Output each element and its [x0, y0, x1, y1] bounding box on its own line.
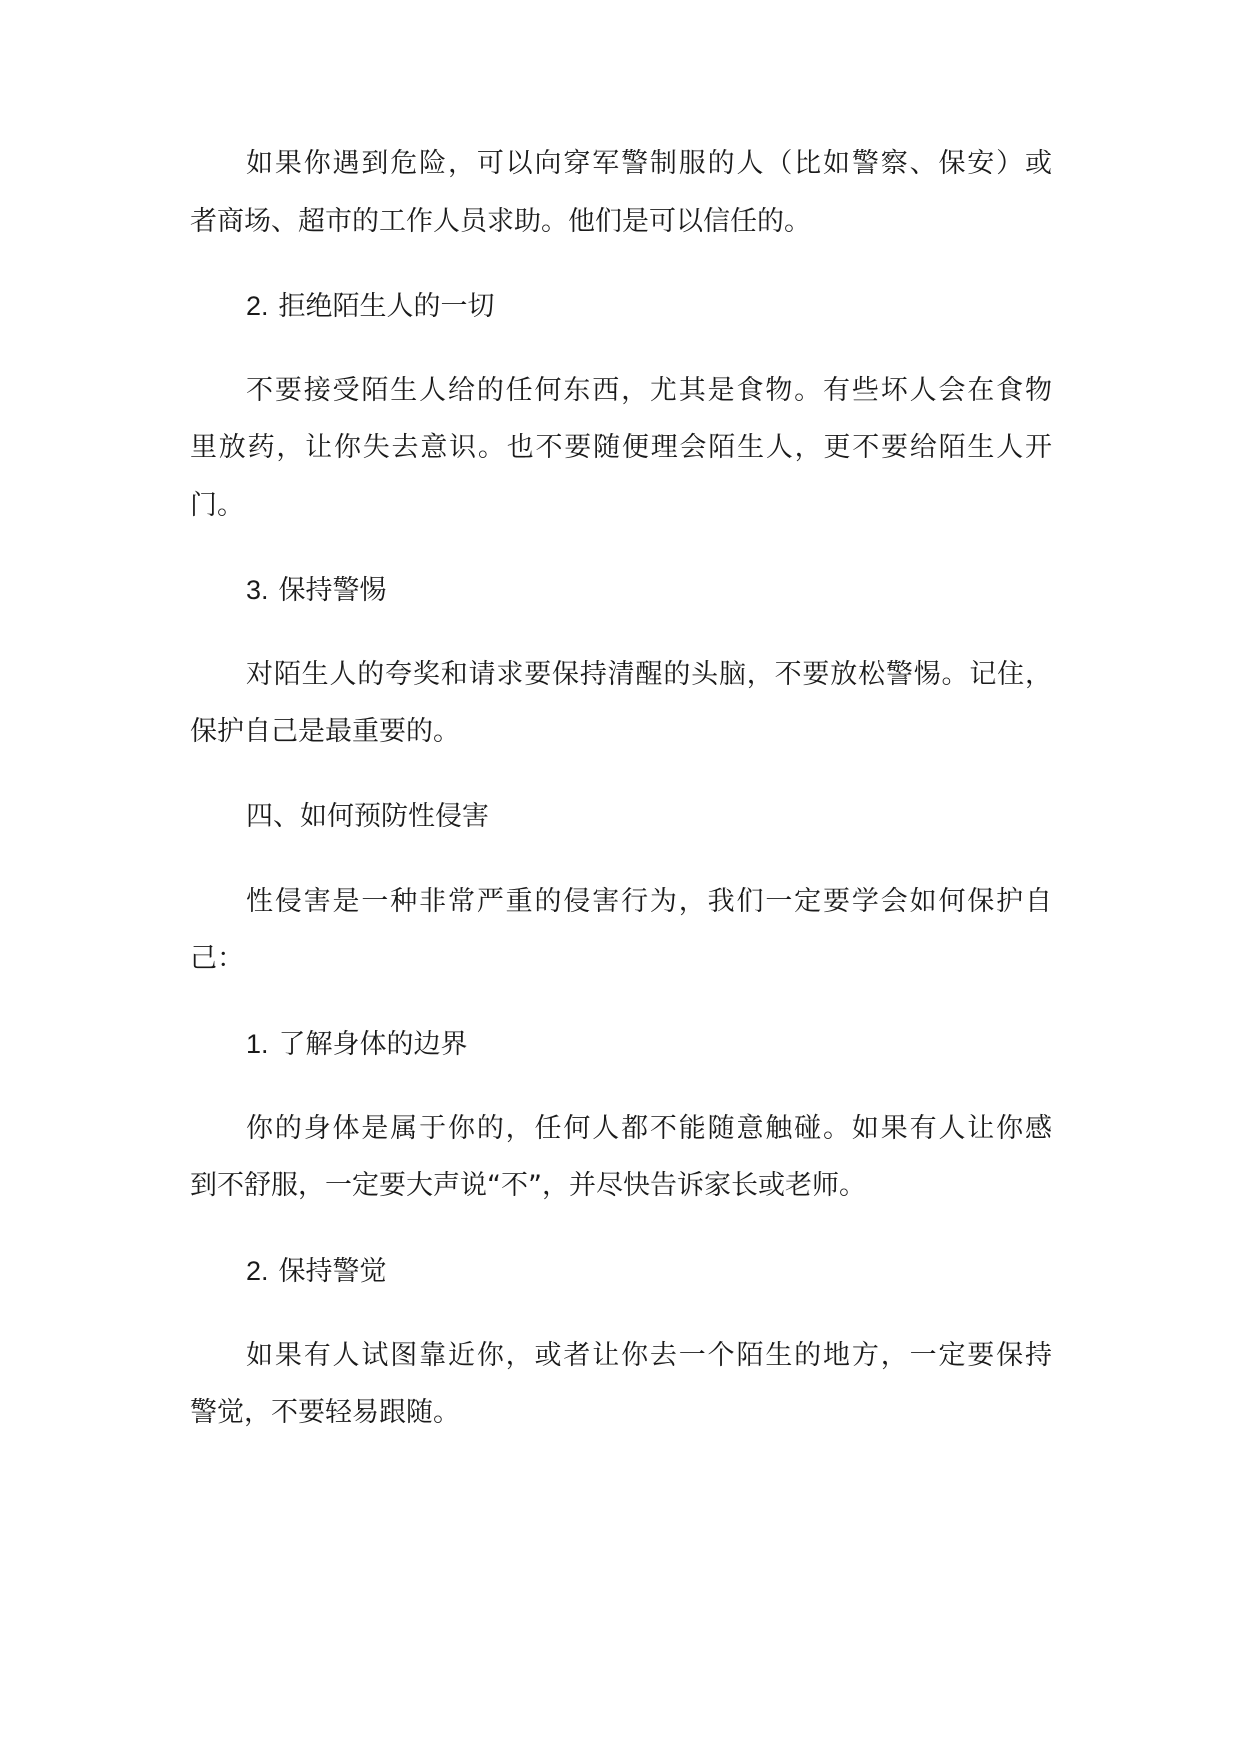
- heading-number: 3.: [246, 575, 269, 605]
- heading-text: 四、如何预防性侵害: [246, 801, 489, 832]
- paragraph-line: 里放药，让你失去意识。也不要随便理会陌生人，更不要给陌生人开: [190, 432, 1052, 463]
- paragraph-line: 如果你遇到危险，可以向穿军警制服的人（比如警察、保安）或: [246, 148, 1052, 179]
- heading-text: 了解身体的边界: [278, 1029, 468, 1060]
- paragraph-line: 性侵害是一种非常严重的侵害行为，我们一定要学会如何保护自: [246, 886, 1052, 917]
- paragraph-line: 如果有人试图靠近你，或者让你去一个陌生的地方，一定要保持: [246, 1340, 1052, 1371]
- paragraph-line: 对陌生人的夸奖和请求要保持清醒的头脑，不要放松警惕。记住，: [246, 659, 1052, 690]
- heading-number: 1.: [246, 1029, 269, 1059]
- paragraph-line: 保护自己是最重要的。: [190, 716, 460, 747]
- paragraph-line: 你的身体是属于你的，任何人都不能随意触碰。如果有人让你感: [246, 1113, 1052, 1144]
- heading-text: 保持警惕: [278, 575, 387, 606]
- heading-text: 保持警觉: [278, 1256, 387, 1287]
- paragraph-line: 者商场、超市的工作人员求助。他们是可以信任的。: [190, 206, 811, 237]
- section-heading: [246, 571, 387, 610]
- section-heading: [246, 1025, 468, 1064]
- heading-number: 2.: [246, 291, 269, 321]
- chapter-heading: [246, 798, 489, 836]
- heading-text: 拒绝陌生人的一切: [278, 291, 495, 322]
- heading-number: 2.: [246, 1256, 269, 1286]
- paragraph-line: 不要接受陌生人给的任何东西，尤其是食物。有些坏人会在食物: [246, 375, 1052, 406]
- paragraph-line: 门。: [190, 490, 244, 521]
- paragraph-line: 己：: [190, 943, 244, 974]
- paragraph-line: 警觉，不要轻易跟随。: [190, 1397, 460, 1428]
- section-heading: [246, 287, 495, 326]
- paragraph-line: 到不舒服，一定要大声说“不”，并尽快告诉家长或老师。: [190, 1170, 866, 1201]
- section-heading: [246, 1252, 387, 1291]
